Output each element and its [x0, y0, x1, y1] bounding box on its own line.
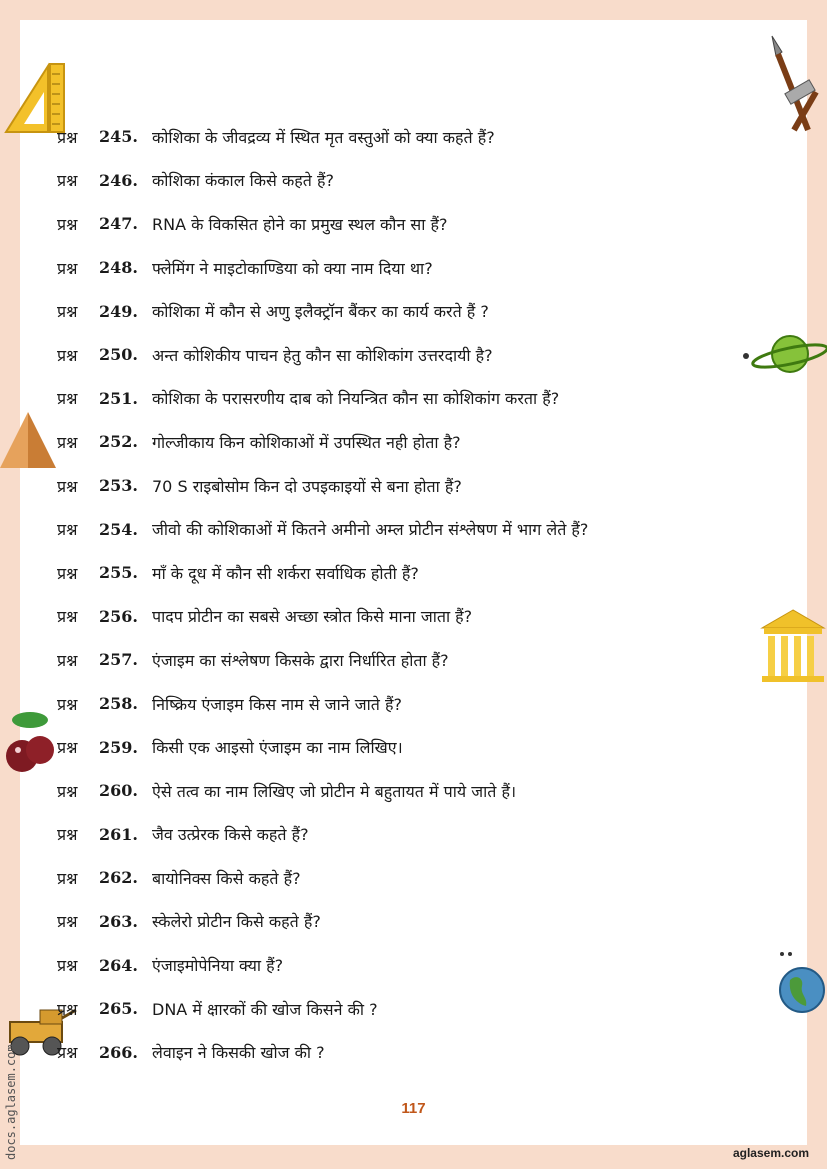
question-text: 70 S राइबोसोम किन दो उपइकाइयों से बना होता हैं? [152, 476, 462, 496]
question-row [57, 769, 757, 813]
question-number: 253. [99, 476, 138, 496]
question-label: प्रश्न [57, 825, 78, 845]
question-number: 266. [99, 1042, 138, 1062]
question-number: 265. [99, 999, 138, 1019]
question-text: जीवो की कोशिकाओं में कितने अमीनो अम्ल प्रोटीन संश्लेषण में भाग लेते हैं? [152, 520, 589, 540]
question-row [57, 551, 757, 595]
question-label: प्रश्न [57, 738, 78, 758]
question-number: 255. [99, 563, 138, 583]
question-text: निष्क्रिय एंजाइम किस नाम से जाने जाते हैं? [152, 694, 402, 714]
question-number: 249. [99, 301, 138, 321]
question-row [57, 943, 757, 987]
question-label: प्रश्न [57, 127, 78, 147]
question-row [57, 464, 757, 508]
question-row [57, 595, 757, 639]
question-label: प्रश्न [57, 171, 78, 191]
temple-pillars-icon [760, 608, 826, 684]
question-label: प्रश्न [57, 912, 78, 932]
question-label: प्रश्न [57, 1043, 78, 1063]
question-row [57, 377, 757, 421]
question-row [57, 813, 757, 857]
question-label: प्रश्न [57, 214, 78, 234]
spear-tools-icon [768, 34, 824, 134]
question-number: 263. [99, 911, 138, 931]
question-number: 264. [99, 955, 138, 975]
question-text: जैव उत्प्रेरक किसे कहते हैं? [152, 825, 309, 845]
question-row [57, 289, 757, 333]
question-row [57, 682, 757, 726]
question-number: 254. [99, 519, 138, 539]
question-text: गोल्जीकाय किन कोशिकाओं में उपस्थित नही होता है? [152, 432, 461, 452]
question-number: 251. [99, 388, 138, 408]
question-label: प्रश्न [57, 607, 78, 627]
pyramid-icon [0, 410, 58, 470]
question-text: माँ के दूध में कौन सी शर्करा सर्वाधिक होती हैं? [152, 563, 419, 583]
question-number: 258. [99, 694, 138, 714]
question-text: एंजाइमोपेनिया क्या हैं? [152, 956, 284, 976]
question-label: प्रश्न [57, 389, 78, 409]
question-row [57, 1030, 757, 1074]
question-label: प्रश्न [57, 302, 78, 322]
question-text: DNA में क्षारकों की खोज किसने की ? [152, 999, 378, 1019]
question-list [57, 115, 757, 1074]
question-row [57, 900, 757, 944]
question-text: फ्लेमिंग ने माइटोकाण्डिया को क्या नाम दिया था? [152, 258, 433, 278]
question-text: RNA के विकसित होने का प्रमुख स्थल कौन सा हैं? [152, 214, 448, 234]
question-number: 259. [99, 737, 138, 757]
question-number: 252. [99, 432, 138, 452]
question-row [57, 202, 757, 246]
question-number: 247. [99, 214, 138, 234]
globe-icon [778, 950, 826, 1020]
question-row [57, 159, 757, 203]
question-row [57, 115, 757, 159]
question-label: प्रश्न [57, 956, 78, 976]
question-label: प्रश्न [57, 650, 78, 670]
question-text: कोशिका कंकाल किसे कहते हैं? [152, 171, 334, 191]
question-label: प्रश्न [57, 345, 78, 365]
question-number: 248. [99, 258, 138, 278]
question-text: पादप प्रोटीन का सबसे अच्छा स्त्रोत किसे माना जाता हैं? [152, 607, 473, 627]
question-label: प्रश्न [57, 694, 78, 714]
question-number: 261. [99, 824, 138, 844]
question-text: एंजाइम का संश्लेषण किसके द्वारा निर्धारित होता हैं? [152, 650, 449, 670]
watermark-url: docs.aglasem.com [4, 1044, 18, 1160]
question-label: प्रश्न [57, 999, 78, 1019]
question-label: प्रश्न [57, 520, 78, 540]
question-text: बायोनिक्स किसे कहते हैं? [152, 868, 301, 888]
question-label: प्रश्न [57, 476, 78, 496]
question-text: स्केलेरो प्रोटीन किसे कहते हैं? [152, 912, 321, 932]
question-text: लेवाइन ने किसकी खोज की ? [152, 1043, 325, 1063]
question-row [57, 420, 757, 464]
question-label: प्रश्न [57, 868, 78, 888]
question-label: प्रश्न [57, 258, 78, 278]
question-number: 260. [99, 781, 138, 801]
question-row [57, 246, 757, 290]
question-row [57, 333, 757, 377]
question-text: कोशिका में कौन से अणु इलैक्ट्रॉन बैंकर का कार्य करते हैं ? [152, 302, 489, 322]
question-label: प्रश्न [57, 781, 78, 801]
berries-icon [0, 706, 60, 778]
question-text: कोशिका के परासरणीय दाब को नियन्त्रित कौन सा कोशिकांग करता हैं? [152, 389, 560, 409]
question-text: ऐसे तत्व का नाम लिखिए जो प्रोटीन मे बहुतायत में पाये जाते हैं। [152, 781, 517, 801]
site-footer[interactable]: aglasem.com [732, 1146, 809, 1160]
question-number: 245. [99, 127, 138, 147]
question-row [57, 856, 757, 900]
question-text: अन्त कोशिकीय पाचन हेतु कौन सा कोशिकांग उत्तरदायी है? [152, 345, 493, 365]
question-number: 262. [99, 868, 138, 888]
question-number: 257. [99, 650, 138, 670]
question-row [57, 638, 757, 682]
question-text: किसी एक आइसो एंजाइम का नाम लिखिए। [152, 738, 403, 758]
question-row [57, 725, 757, 769]
question-label: प्रश्न [57, 563, 78, 583]
question-row [57, 507, 757, 551]
question-label: प्रश्न [57, 432, 78, 452]
question-number: 246. [99, 170, 138, 190]
question-text: कोशिका के जीवद्रव्य में स्थित मृत वस्तुओं को क्या कहते हैं? [152, 127, 495, 147]
question-row [57, 987, 757, 1031]
page-number: 117 [401, 1100, 426, 1117]
question-number: 250. [99, 345, 138, 365]
question-number: 256. [99, 606, 138, 626]
